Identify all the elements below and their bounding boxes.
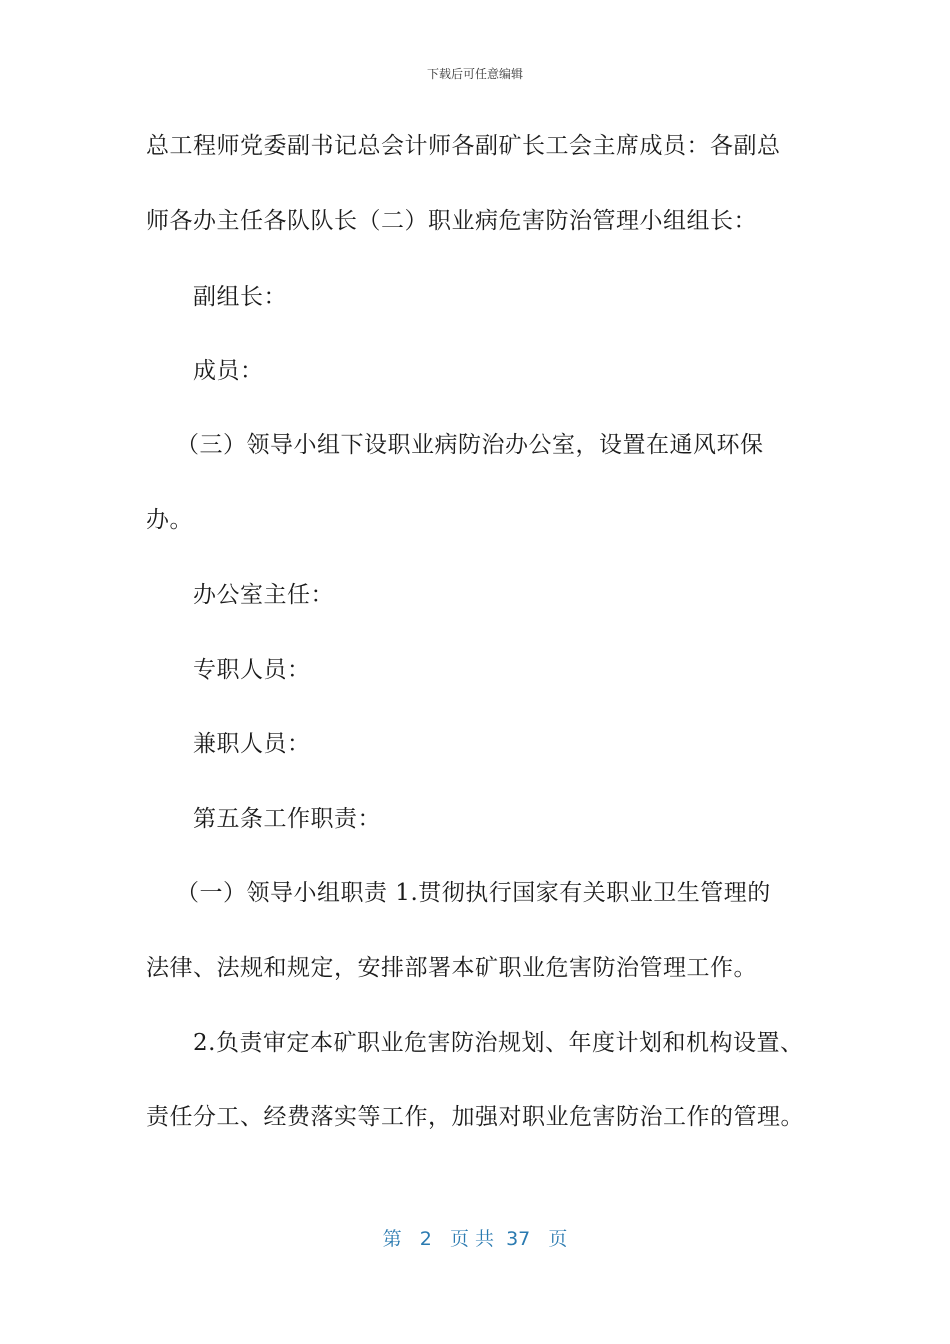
footer-page-number: 2 [419, 1228, 432, 1250]
body-line-1: 总工程师党委副书记总会计师各副矿长工会主席成员：各副总 [146, 133, 781, 159]
page-footer [0, 1226, 950, 1252]
footer-prefix: 第 [382, 1228, 402, 1250]
footer-middle: 页 共 [449, 1228, 494, 1250]
page-header: 下载后可任意编辑 [426, 67, 523, 81]
body-line-11: （一）领导小组职责 1.贯彻执行国家有关职业卫生管理的 [176, 880, 771, 906]
body-line-12: 法律、法规和规定，安排部署本矿职业危害防治管理工作。 [146, 955, 757, 981]
body-line-10: 第五条工作职责： [193, 806, 381, 832]
body-line-2: 师各办主任各队队长（二）职业病危害防治管理小组组长： [146, 208, 757, 234]
body-line-7: 办公室主任： [193, 582, 334, 608]
body-line-6: 办。 [146, 507, 193, 533]
body-line-4: 成员： [193, 358, 264, 384]
footer-total-pages: 37 [506, 1228, 531, 1250]
footer-suffix: 页 [548, 1228, 568, 1250]
body-line-14: 责任分工、经费落实等工作，加强对职业危害防治工作的管理。 [146, 1104, 804, 1130]
body-line-8: 专职人员： [193, 657, 311, 683]
body-line-3: 副组长： [193, 284, 287, 310]
body-line-13: 2.负责审定本矿职业危害防治规划、年度计划和机构设置、 [193, 1030, 804, 1056]
body-line-5: （三）领导小组下设职业病防治办公室，设置在通风环保 [176, 432, 764, 458]
body-line-9: 兼职人员： [193, 731, 311, 757]
